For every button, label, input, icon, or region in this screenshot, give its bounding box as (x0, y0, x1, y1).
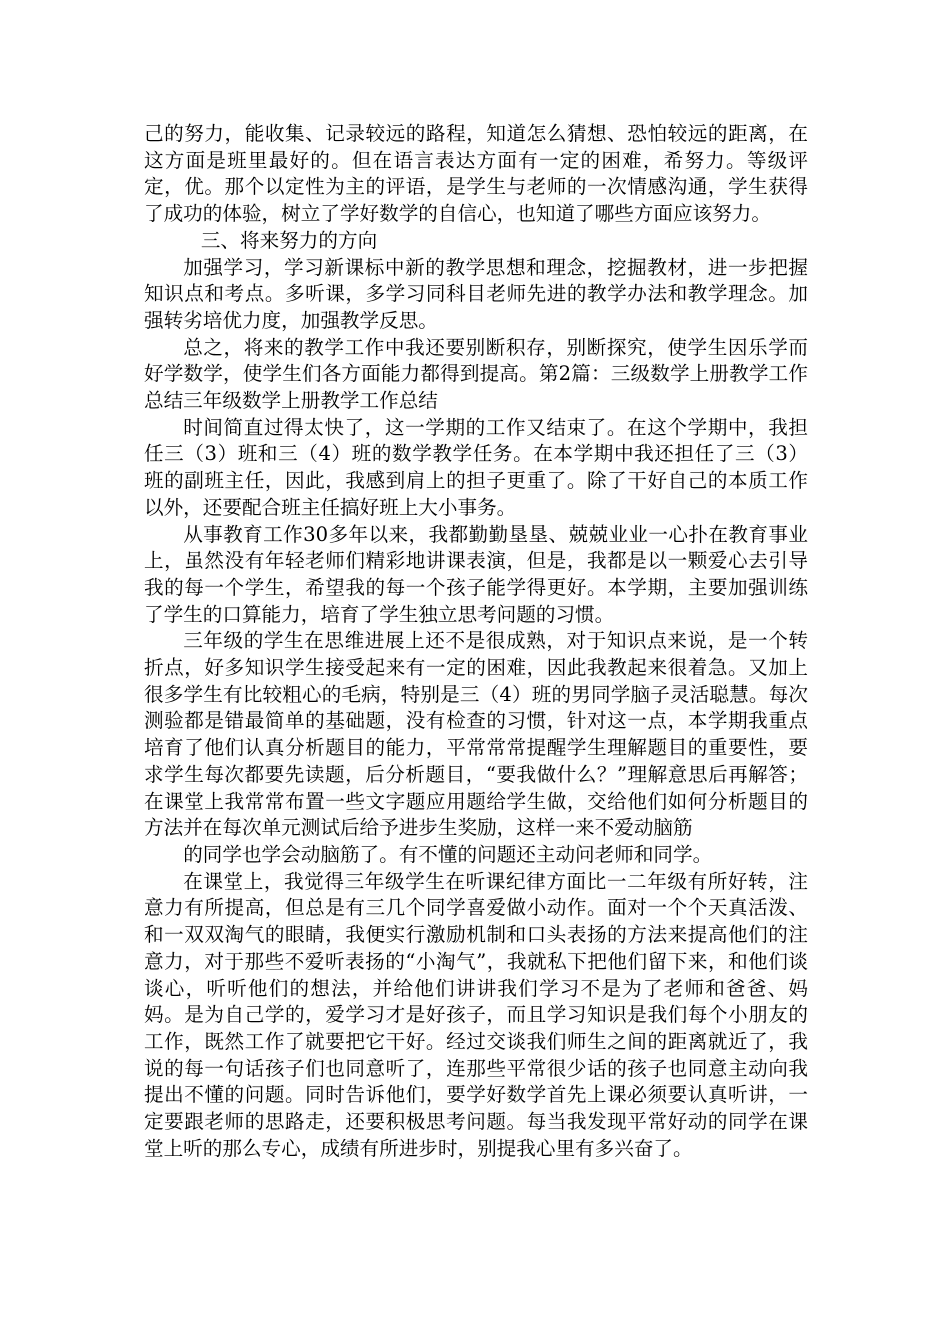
paragraph: 加强学习，学习新课标中新的教学思想和理念，挖掘教材，进一步把握知识点和考点。多听课，多学习同科目老师先进的教学办法和教学理念。加强转劣培优力度，加强教学反思。 (144, 255, 808, 332)
paragraph: 三年级的学生在思维进展上还不是很成熟，对于知识点来说，是一个转折点，好多知识学生接受起来有一定的困难，因此我教起来很着急。又加上很多学生有比较粗心的毛病，特别是三（4）班的男同学脑子灵活聪慧。每次测验都是错最简单的基础题，没有检查的习惯，针对这一点，本学期我重点培育了他们认真分析题目的能力，平常常常提醒学生理解题目的重要性，要求学生每次都要先读题，后分析题目，“要我做什么？”理解意思后再解答；在课堂上我常常布置一些文字题应用题给学生做，交给他们如何分析题目的方法并在每次单元测试后给予进步生奖励，这样一来不爱动脑筋 (144, 629, 808, 840)
document-body (144, 121, 808, 1162)
paragraph-continuation: 己的努力，能收集、记录较远的路程，知道怎么猜想、恐怕较远的距离，在这方面是班里最好的。但在语言表达方面有一定的困难，希努力。等级评定，优。那个以定性为主的评语，是学生与老师的一次情感沟通，学生获得了成功的体验，树立了学好数学的自信心，也知道了哪些方面应该努力。 (144, 122, 808, 226)
section-heading: 三、将来努力的方向 (200, 228, 378, 252)
paragraph: 时间简直过得太快了，这一学期的工作又结束了。在这个学期中，我担任三（3）班和三（4）班的数学教学任务。在本学期中我还担任了三（3）班的副班主任，因此，我感到肩上的担子更重了。除了干好自己的本质工作以外，还要配合班主任搞好班上大小事务。 (144, 415, 808, 519)
paragraph: 的同学也学会动脑筋了。有不懂的问题还主动问老师和同学。 (183, 842, 713, 866)
paragraph: 总之，将来的教学工作中我还要别断积存，别断探究，使学生因乐学而好学数学，使学生们各方面能力都得到提高。第2篇：三级数学上册教学工作总结三年级数学上册教学工作总结 (144, 335, 808, 413)
paragraph: 从事教育工作30多年以来，我都勤勤垦垦、兢兢业业一心扑在教育事业上，虽然没有年轻老师们精彩地讲课表演，但是，我都是以一颗爱心去引导我的每一个学生，希望我的每一个孩子能学得更好。本学期，主要加强训练了学生的口算能力，培育了学生独立思考问题的习惯。 (144, 522, 808, 626)
paragraph: 在课堂上，我觉得三年级学生在听课纪律方面比一二年级有所好转，注意力有所提高，但总是有三几个同学喜爱做小动作。面对一个个天真活泼、和一双双淘气的眼睛，我便实行激励机制和口头表扬的方法来提高他们的注意力，对于那些不爱听表扬的“小淘气”，我就私下把他们留下来，和他们谈谈心，听听他们的想法，并给他们讲讲我们学习不是为了老师和爸爸、妈妈。是为自己学的，爱学习才是好孩子，而且学习知识是我们每个小朋友的工作，既然工作了就要把它干好。经过交谈我们师生之间的距离就近了，我说的每一句话孩子们也同意听了，连那些平常很少话的孩子也同意主动向我提出不懂的问题。同时告诉他们，要学好数学首先上课必须要认真听讲，一定要跟老师的思路走，还要积极思考问题。每当我发现平常好动的同学在课堂上听的那么专心，成绩有所进步时，别提我心里有多兴奋了。 (144, 869, 808, 1160)
